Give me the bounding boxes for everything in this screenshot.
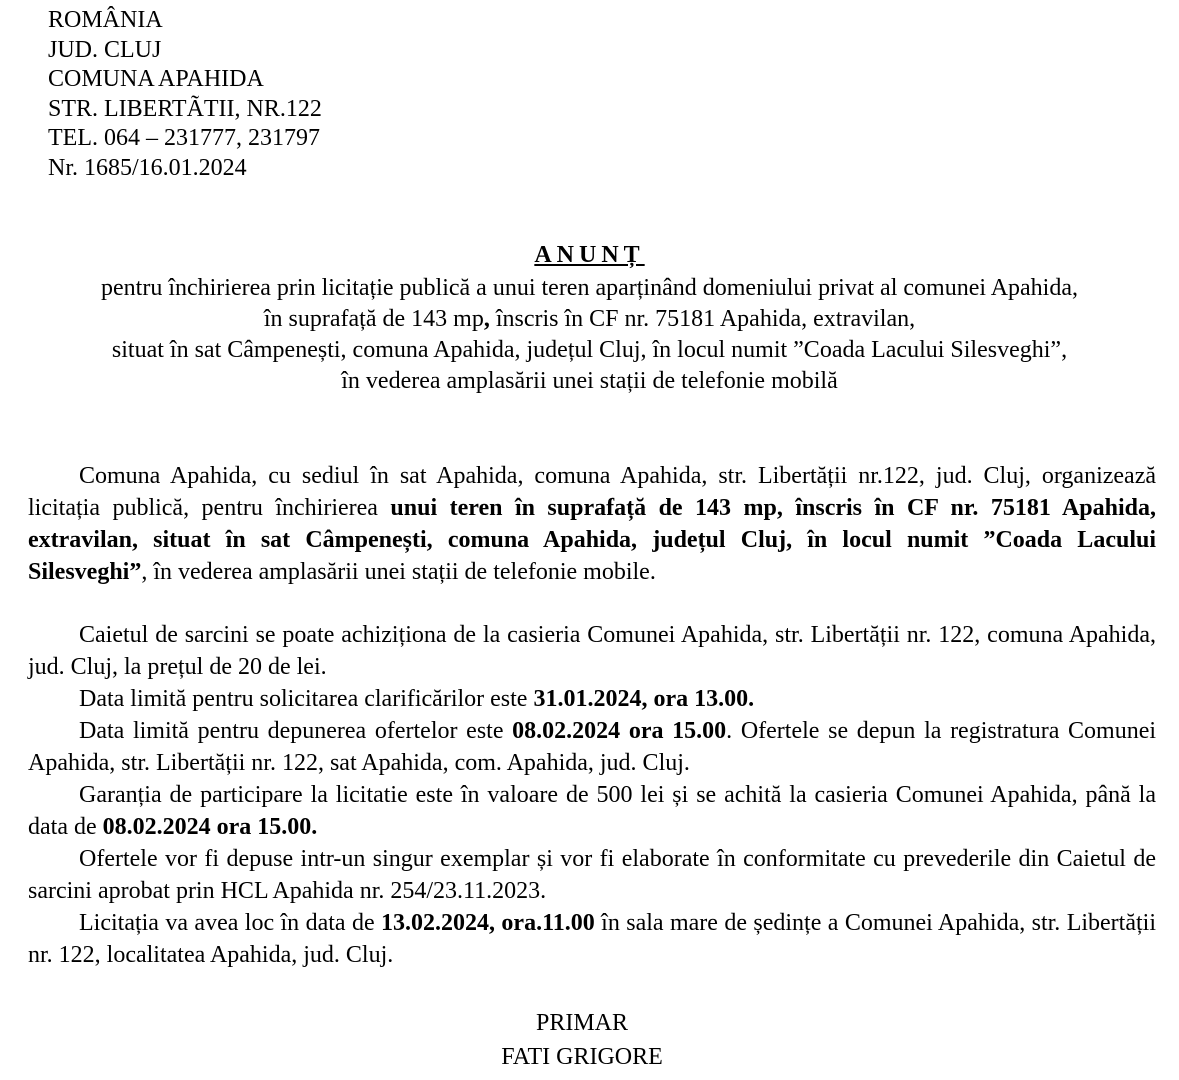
intro-text: Comuna Apahida, cu sediul în sat Apahida, comuna Apahida, str. Libertății nr.122, jud. Cluj, organizează licitația publică, pentru închirierea <box>28 463 1156 521</box>
header-phone: TEL. 064 – 231777, 231797 <box>48 125 320 151</box>
oferte-date: 08.02.2024 ora 15.00 <box>512 718 727 744</box>
licitatie-paragraph <box>28 907 1156 971</box>
header-commune: COMUNA APAHIDA <box>48 66 264 92</box>
intro-section <box>28 460 1156 588</box>
garantie-text: Garanția de participare la licitatie este în valoare de 500 lei și se achită la casieria Comunei Apahida, până la data de <box>28 782 1156 840</box>
header-country: ROMÂNIA <box>48 7 163 33</box>
clarificari-date: 31.01.2024, ora 13.00 <box>533 686 749 712</box>
oferte-end: . Ofertele se depun la registratura Comunei Apahida, str. Libertății nr. 122, sat Apahida, com. Apahida, jud. Cluj. <box>28 718 1157 776</box>
header-street: STR. LIBERTÃTII, NR.122 <box>48 95 322 122</box>
garantie-date: 08.02.2024 ora 15.00. <box>102 814 318 840</box>
subtitle-area: în suprafață de 143 mp <box>263 306 484 332</box>
signature-block <box>0 1006 1164 1074</box>
oferte-text: Data limită pentru depunerea ofertelor este <box>79 718 513 744</box>
subtitle-line-1: pentru închirierea prin licitație publică a unui teren aparținând domeniului privat al comunei Apahida, <box>101 275 1078 301</box>
document-subtitle <box>20 273 1159 397</box>
depunere-paragraph: Ofertele vor fi depuse intr-un singur exemplar și vor fi elaborate în conformitate cu prevederile din Caietul de sarcini aprobat prin HCL Apahida nr. 254/23.11.2023. <box>28 846 1156 904</box>
caiet-paragraph: Caietul de sarcini se poate achiziționa de la casieria Comunei Apahida, str. Libertății nr. 122, comuna Apahida, jud. Cluj, la prețul de 20 de lei. <box>28 622 1156 680</box>
licitatie-text: Licitația va avea loc în data de <box>79 910 382 936</box>
clarificari-paragraph <box>28 683 1156 715</box>
clarificari-text: Data limită pentru solicitarea clarificărilor este <box>79 686 534 712</box>
garantie-paragraph <box>28 779 1156 843</box>
document-title: ANUNȚ <box>534 242 645 268</box>
licitatie-end: în sala mare de ședințe a Comunei Apahida, str. Libertății nr. 122, localitatea Apahida, jud. Cluj. <box>28 910 1156 968</box>
subtitle-cf: înscris în CF nr. 75181 Apahida, extravilan, <box>489 306 916 332</box>
clarificari-end: . <box>748 686 755 712</box>
signature-role: PRIMAR <box>535 1010 629 1036</box>
details-section <box>28 619 1156 971</box>
header-reg-number: Nr. 1685/16.01.2024 <box>48 154 247 181</box>
subtitle-line-3: situat în sat Câmpenești, comuna Apahida, județul Cluj, în locul numit ”Coada Lacului Silesveghi”, <box>111 337 1068 363</box>
intro-paragraph <box>28 460 1156 588</box>
oferte-paragraph <box>28 715 1156 779</box>
intro-end: , în vederea amplasării unei stații de telefonie mobile. <box>141 559 656 585</box>
intro-bold: unui teren în suprafață de 143 mp, înscris în CF nr. 75181 Apahida, extravilan, situat în sat Câmpenești, comuna Apahida, județul Cluj, în locul numit ”Coada Lacului Silesveghi” <box>28 495 1157 585</box>
subtitle-comma: , <box>483 306 490 332</box>
licitatie-date: 13.02.2024, ora.11.00 <box>381 910 595 936</box>
subtitle-line-4: în vederea amplasării unei stații de telefonie mobilă <box>341 368 838 394</box>
letterhead <box>48 6 322 183</box>
subtitle-line-2 <box>20 304 1159 335</box>
header-county: JUD. CLUJ <box>48 36 162 63</box>
signature-name: FATI GRIGORE <box>501 1044 663 1070</box>
